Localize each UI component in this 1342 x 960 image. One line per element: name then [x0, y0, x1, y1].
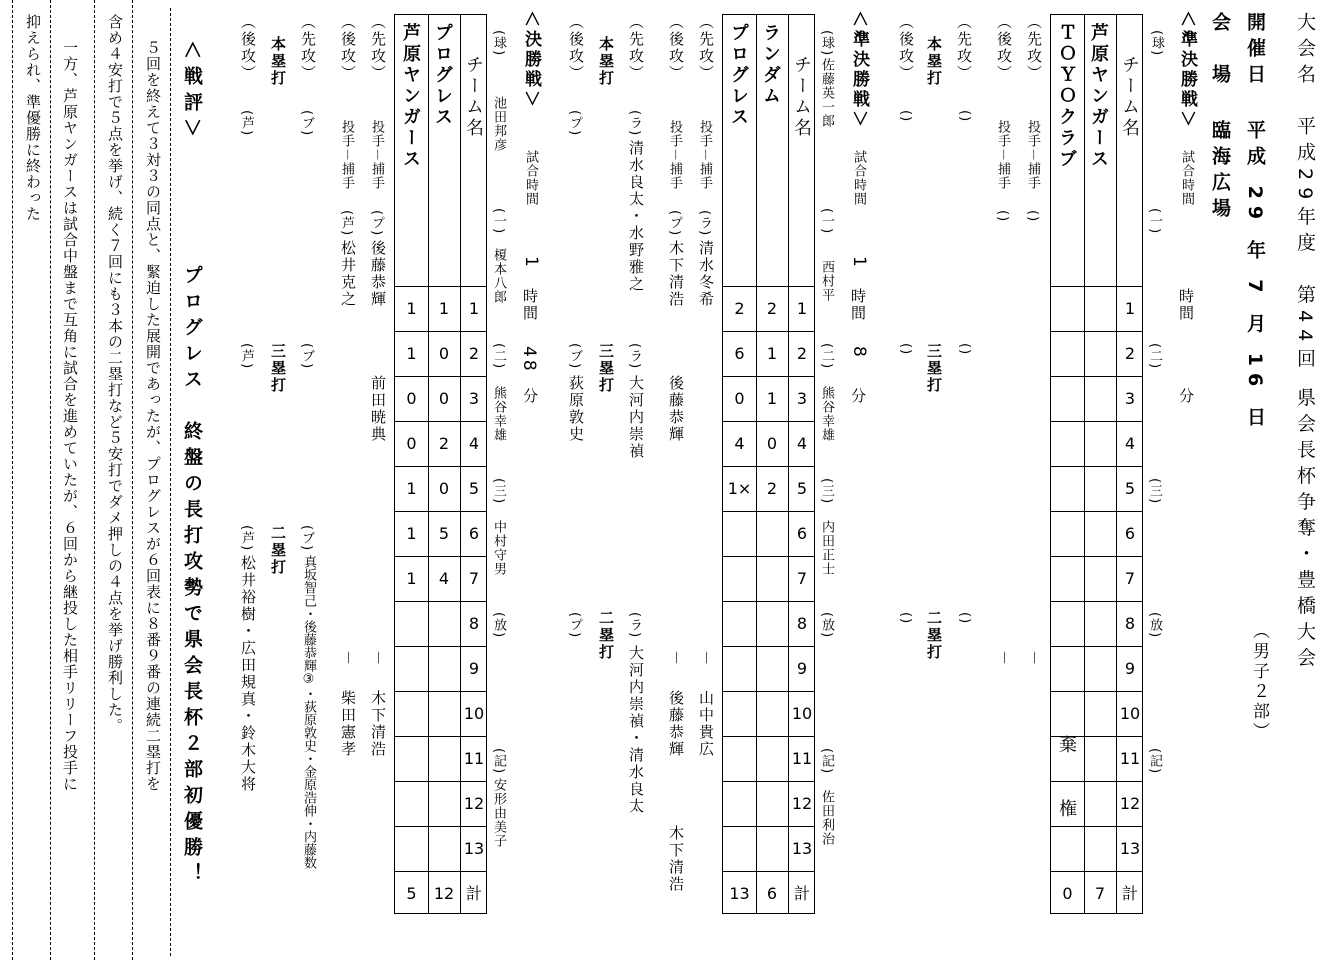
semi1-inning-10: 10 [1119, 704, 1141, 723]
final-inning-12: 12 [463, 794, 485, 813]
review-headline: プログレス 終盤の長打攻勢で県会長杯２部初優勝！ [181, 265, 203, 889]
semi1-time-hour: 時間 [1177, 288, 1195, 322]
semi1-inning-6: 6 [1124, 524, 1136, 543]
semi1-ump3-label: (三) [1147, 478, 1162, 505]
semi2-triple-names: 大河内崇禎 [627, 375, 645, 460]
semi1-ump2-label: (二) [1147, 343, 1162, 370]
semi1-inning-11: 11 [1119, 749, 1141, 768]
semi2-koukou-dash: － [667, 650, 685, 668]
final-team-bottom: 芦原ヤンガース [400, 23, 421, 170]
venue-value: 臨海広場 [1209, 120, 1231, 224]
semi2-inning-1: 1 [796, 299, 808, 318]
final-ump2: 熊谷幸雄 [491, 386, 506, 442]
semi2-score-top-2: 1 [766, 344, 778, 363]
semi2-umprec-label: (記) [819, 748, 834, 775]
final-triple-label: 三塁打 [269, 343, 287, 394]
semi2-double-label: 二塁打 [597, 610, 615, 661]
semi2-score-top-1: 2 [766, 299, 778, 318]
semi2-score-bottom-3: 0 [734, 389, 745, 408]
semi2-ump-plate-label: (球) [819, 30, 834, 57]
semi2-ump3: 内田正士 [819, 520, 834, 576]
final-sente-dash: － [369, 650, 387, 668]
final-score-top-4: 2 [438, 434, 450, 453]
semi1-team-top: 芦原ヤンガース [1088, 23, 1109, 170]
semi2-score-bottom-4: 4 [734, 434, 745, 453]
semi2-total-bottom: 13 [729, 883, 750, 903]
final-sente-catcher: 木下清浩 [369, 690, 387, 758]
semi2-koukou-catcher-a: 後藤恭輝 [667, 690, 685, 758]
final-inning-6: 6 [468, 524, 480, 543]
final-score-bottom-2: 1 [406, 344, 417, 363]
final-inning-1: 1 [468, 299, 480, 318]
semi2-ump3-label: (三) [819, 478, 834, 505]
semi1-sente-battery: 投手－捕手 [1025, 120, 1040, 191]
semi1-sente-dash: － [1025, 650, 1043, 668]
semi1-double-label: 二塁打 [925, 610, 943, 661]
semi2-koukou-hr-team: (プ) [567, 110, 582, 137]
semi2-score-bottom-5: 1× [727, 479, 752, 498]
review-divider-0 [170, 8, 171, 956]
semi2-inning-5: 5 [796, 479, 808, 498]
semi2-ump2: 熊谷幸雄 [819, 386, 834, 442]
final-koukou-label: （後攻） [339, 14, 357, 82]
semi2-sente-label-2: （先攻） [627, 14, 645, 82]
final-inning-10: 10 [463, 704, 485, 723]
final-sente-battery: 投手－捕手 [369, 120, 384, 191]
semi2-triple-team: (ラ) [627, 343, 642, 370]
semi2-umppa-label: (放) [819, 612, 834, 639]
semi2-sente-team: (ラ) [697, 210, 712, 237]
semi2-ump1: 西村平 [819, 260, 834, 302]
final-double-label: 二塁打 [269, 525, 287, 576]
semi1-triple-label: 三塁打 [925, 343, 943, 394]
final-umprec: 安形由美子 [491, 778, 506, 848]
semi2-team-top: ランダム [760, 23, 781, 107]
final-inning-2: 2 [468, 344, 480, 363]
review-line-4: 抑えられ、準優勝に終わった [24, 14, 42, 222]
semi2-sente-dash: － [697, 650, 715, 668]
semi2-title: ＜準決勝戦＞ [849, 10, 869, 130]
date-value: 平成 29 年 7 月 16 日 [1244, 120, 1266, 433]
semi1-ump1-label: (一) [1147, 208, 1162, 235]
final-inning-9: 9 [468, 659, 480, 678]
semi2-koukou-label-2: （後攻） [567, 14, 585, 82]
semi1-time-min: 分 [1177, 388, 1195, 405]
final-inning-5: 5 [468, 479, 480, 498]
semi2-hr-names: 清水良太・水野雅之 [627, 140, 645, 293]
semi1-inning-12: 12 [1119, 794, 1141, 813]
final-inning-11: 11 [463, 749, 485, 768]
semi1-team-col-header: チーム名 [1119, 55, 1140, 139]
semi1-total-bottom: 0 [1062, 883, 1073, 903]
final-ump1-label: (一) [491, 208, 506, 235]
semi2-sente-battery: 投手－捕手 [697, 120, 712, 191]
semi1-team-bottom: ＴＯＹＯクラブ [1056, 23, 1077, 170]
semi1-inning-8: 8 [1124, 614, 1136, 633]
final-umppa-label: (放) [491, 612, 506, 639]
semi2-time-label: 試合時間 [851, 150, 866, 206]
semi1-paren-db-a: () [957, 612, 972, 625]
review-line-1: ５回を終えて３対３の同点と、緊迫した展開であったが、プログレスが６回表に８番９番の連続二塁打を [144, 40, 162, 792]
semi2-score-top-4: 0 [766, 434, 778, 453]
final-hr-team: (ブ) [299, 110, 314, 137]
semi1-sente-label: （先攻） [1025, 14, 1043, 82]
semi2-score-top-3: 1 [766, 389, 778, 408]
final-sente-team: (プ) [369, 210, 384, 237]
final-koukou-battery: 投手－捕手 [339, 120, 354, 191]
final-ump2-label: (二) [491, 343, 506, 370]
final-hr-label: 本塁打 [269, 36, 287, 87]
review-line-2: 含め４安打で５点を挙げ、続く７回にも３本の二塁打など５安打でダメ押しの４点を挙げ勝利した。 [106, 14, 124, 734]
final-double-names1: 真坂智己・後藤恭輝③・荻原敦史・金原浩伸・内藤数 [301, 555, 316, 869]
review-label: ＜戦評＞ [181, 40, 203, 145]
final-score-bottom-4: 0 [406, 434, 417, 453]
semi2-ump1-label: (一) [819, 208, 834, 235]
final-double-names2: 松井裕樹・広田規真・鈴木大将 [239, 555, 257, 793]
semi1-paren-hr-b: () [898, 110, 913, 123]
final-double-team2: (芦) [239, 525, 254, 552]
semi1-umprec-label: (記) [1147, 748, 1162, 775]
semi2-triple-label: 三塁打 [597, 343, 615, 394]
semi2-inning-9: 9 [796, 659, 808, 678]
final-umprec-label: (記) [491, 748, 506, 775]
tournament-category: （男子２部） [1249, 622, 1269, 742]
semi1-title: ＜準決勝戦＞ [1177, 10, 1197, 130]
final-triple-team1: (ブ) [299, 343, 314, 370]
semi1-koukou-paren: () [995, 210, 1010, 223]
final-score-bottom-6: 1 [406, 524, 417, 543]
semi2-hr-label: 本塁打 [597, 36, 615, 87]
final-ump1: 榎本八郎 [491, 248, 506, 304]
final-score-top-3: 0 [438, 389, 450, 408]
final-score-bottom-3: 0 [406, 389, 417, 408]
semi1-inning-3: 3 [1124, 389, 1136, 408]
review-divider-1 [132, 0, 133, 960]
semi2-koukou-pitcher2: 後藤恭輝 [667, 375, 685, 443]
semi2-sente-catcher: 山中貴広 [697, 690, 715, 758]
date-label: 開催日 [1244, 12, 1266, 90]
semi2-hr-team: (ラ) [627, 110, 642, 137]
semi2-inning-3: 3 [796, 389, 808, 408]
semi1-inning-7: 7 [1124, 569, 1136, 588]
semi1-paren-tr-a: () [957, 343, 972, 356]
final-inning-4: 4 [468, 434, 480, 453]
final-team-top: プログレス [432, 23, 453, 128]
final-ump3-label: (三) [491, 478, 506, 505]
semi1-sente-paren: () [1025, 210, 1040, 223]
final-total-bottom: 5 [406, 883, 417, 903]
semi1-inning-5: 5 [1124, 479, 1136, 498]
semi2-scoreboard [722, 14, 815, 914]
semi1-koukou-dash: － [995, 650, 1013, 668]
final-koukou-dash: － [339, 650, 357, 668]
tournament-title: 大会名 平成29年度 第44回 県会長杯争奪・豊橋大会 [1294, 12, 1316, 674]
final-score-top-7: 4 [438, 569, 450, 588]
semi2-ump2-label: (二) [819, 343, 834, 370]
final-sente-label: （先攻） [369, 14, 387, 82]
final-inning-8: 8 [468, 614, 480, 633]
semi2-team-col-header: チーム名 [791, 55, 812, 139]
final-total-header: 計 [465, 883, 482, 903]
semi2-inning-10: 10 [791, 704, 813, 723]
semi2-team-bottom: プログレス [728, 23, 749, 128]
final-koukou-catcher: 柴田憲孝 [339, 690, 357, 758]
semi1-scoreboard [1050, 14, 1143, 914]
final-score-bottom-1: 1 [406, 299, 417, 318]
semi2-koukou-label: （後攻） [667, 14, 685, 82]
semi1-koukou-battery: 投手－捕手 [995, 120, 1010, 191]
semi2-inning-13: 13 [791, 839, 813, 858]
semi1-ump-plate-label: (球) [1149, 30, 1164, 57]
semi2-inning-8: 8 [796, 614, 808, 633]
semi2-double-names: 大河内崇禎・清水良太 [627, 645, 645, 815]
semi2-koukou-catcher-b: 木下清浩 [667, 825, 685, 893]
final-inning-7: 7 [468, 569, 480, 588]
review-divider-3 [50, 0, 51, 960]
semi2-koukou-battery: 投手－捕手 [667, 120, 682, 191]
review-divider-4 [12, 0, 13, 960]
semi2-koukou-db-team: (プ) [567, 612, 582, 639]
semi2-score-bottom-2: 6 [734, 344, 745, 363]
semi1-total-header: 計 [1121, 883, 1138, 903]
semi1-inning-4: 4 [1124, 434, 1136, 453]
semi2-koukou-tr-team: (ブ) [567, 343, 582, 370]
semi2-inning-6: 6 [796, 524, 808, 543]
semi2-umprec: 佐田利治 [819, 790, 834, 846]
final-total-top: 12 [433, 883, 455, 903]
final-time-min: 分 [521, 388, 539, 405]
final-scoreboard [394, 14, 487, 914]
semi1-forfeit: 棄 権 [1056, 735, 1077, 831]
semi2-inning-11: 11 [791, 749, 813, 768]
final-sente-pitcher2: 前田暁典 [369, 375, 387, 443]
final-ump-plate: 池田邦彦 [491, 96, 506, 152]
final-time-m: 48 [519, 346, 539, 374]
final-score-top-5: 0 [438, 479, 450, 498]
semi2-sente-pitcher: 清水冬希 [697, 240, 715, 308]
semi2-sente-label: （先攻） [697, 14, 715, 82]
semi2-time-m: 8 [849, 346, 869, 360]
final-team-col-header: チーム名 [463, 55, 484, 139]
review-line-3: 一方、芦原ヤンガースは試合中盤まで互角に試合を進めていたが、６回から継投した相手リリーフ投手に [61, 40, 79, 792]
final-koukou-team: (芦) [339, 210, 354, 237]
review-divider-2 [94, 0, 95, 960]
semi2-koukou-team: (プ) [667, 210, 682, 237]
semi1-sente-label-2: （先攻） [955, 14, 973, 82]
final-koukou-label-2: （後攻） [239, 14, 257, 82]
semi1-paren-db-b: () [898, 612, 913, 625]
final-koukou-pitcher: 松井克之 [339, 240, 357, 308]
final-time-hour: 時間 [521, 288, 539, 322]
semi2-time-min: 分 [849, 388, 867, 405]
semi1-koukou-label: （後攻） [995, 14, 1013, 82]
semi2-inning-2: 2 [796, 344, 808, 363]
semi1-paren-hr-a: () [957, 110, 972, 123]
final-score-top-6: 5 [438, 524, 450, 543]
semi2-double-team: (ラ) [627, 612, 642, 639]
semi1-total-top: 7 [1094, 883, 1106, 903]
final-title: ＜決勝戦＞ [521, 10, 541, 110]
final-score-bottom-7: 1 [406, 569, 417, 588]
semi2-ump-plate: 佐藤英一郎 [819, 58, 834, 128]
semi2-koukou-pitcher: 木下清浩 [667, 240, 685, 308]
semi1-inning-2: 2 [1124, 344, 1136, 363]
final-hr-team2: (芦) [239, 110, 254, 137]
semi1-inning-1: 1 [1124, 299, 1136, 318]
semi1-koukou-label-2: （後攻） [897, 14, 915, 82]
final-sente-pitcher: 後藤恭輝 [369, 240, 387, 308]
final-ump-plate-label: (球) [491, 30, 506, 57]
semi1-umppa-label: (放) [1147, 612, 1162, 639]
final-ump3: 中村守男 [491, 520, 506, 576]
venue-label: 会 場 [1209, 12, 1231, 90]
semi2-total-header: 計 [793, 883, 810, 903]
final-score-top-2: 0 [438, 344, 450, 363]
semi2-time-h: 1 [849, 256, 869, 270]
semi1-time-label: 試合時間 [1179, 150, 1194, 206]
semi2-time-hour: 時間 [849, 288, 867, 322]
semi2-inning-7: 7 [796, 569, 808, 588]
semi2-score-top-5: 2 [766, 479, 778, 498]
final-inning-3: 3 [468, 389, 480, 408]
semi1-inning-13: 13 [1119, 839, 1141, 858]
final-score-top-1: 1 [438, 299, 450, 318]
semi2-inning-12: 12 [791, 794, 813, 813]
semi1-hr-label: 本塁打 [925, 36, 943, 87]
final-score-bottom-5: 1 [406, 479, 417, 498]
semi1-inning-9: 9 [1124, 659, 1136, 678]
semi2-inning-4: 4 [796, 434, 808, 453]
final-triple-team2: (芦) [239, 343, 254, 370]
semi2-koukou-tr-names: 荻原敦史 [567, 375, 585, 443]
final-inning-13: 13 [463, 839, 485, 858]
final-time-label: 試合時間 [523, 150, 538, 206]
semi1-paren-tr-b: () [898, 343, 913, 356]
final-double-team1: (ブ) [299, 525, 314, 552]
semi2-score-bottom-1: 2 [734, 299, 745, 318]
semi2-total-top: 6 [766, 883, 778, 903]
final-sente-label-2: （先攻） [299, 14, 317, 82]
final-time-h: 1 [521, 256, 541, 270]
